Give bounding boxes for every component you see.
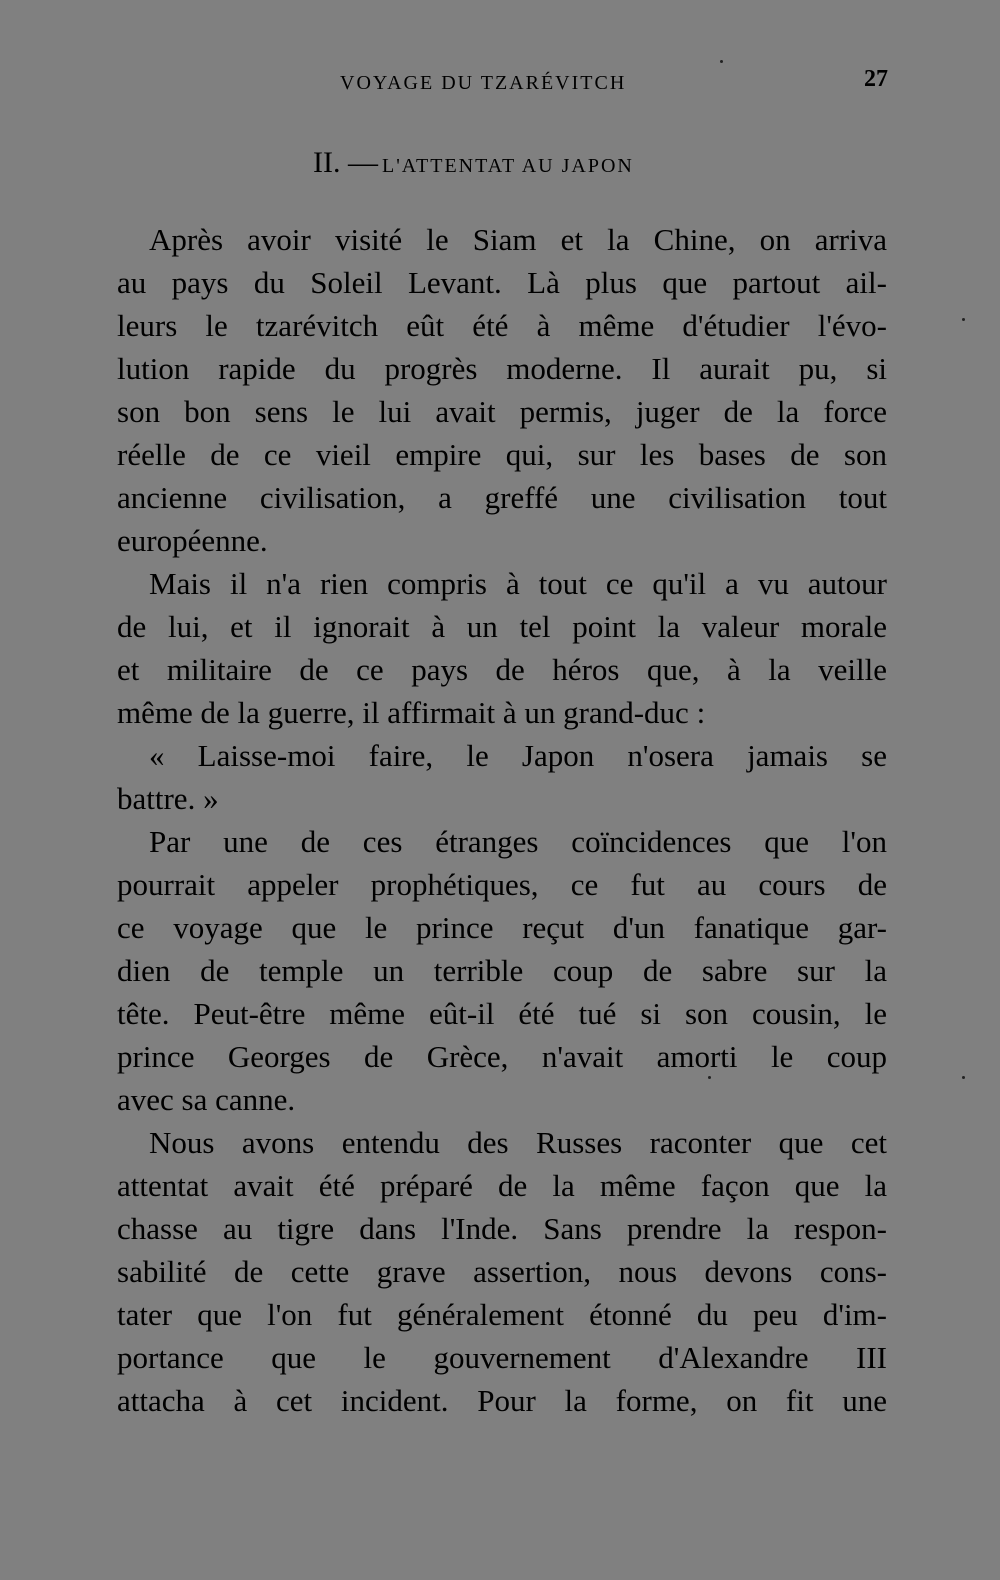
scan-speck — [962, 318, 965, 321]
text-line: Mais il n'a rien compris à tout ce qu'il a vu autour — [149, 566, 887, 601]
text-line: lution rapide du progrès moderne. Il aurait pu, si — [117, 351, 887, 386]
text-line: chasse au tigre dans l'Inde. Sans prendre la respon- — [117, 1211, 887, 1246]
text-line: pourrait appeler prophétiques, ce fut au cours de — [117, 867, 887, 902]
text-line: et militaire de ce pays de héros que, à la veille — [117, 652, 887, 687]
text-line: portance que le gouvernement d'Alexandre III — [117, 1340, 887, 1375]
running-title: VOYAGE DU TZARÉVITCH — [340, 72, 627, 94]
chapter-heading — [313, 146, 634, 180]
text-line: battre. » — [117, 781, 219, 816]
text-line: Nous avons entendu des Russes raconter que cet — [149, 1125, 887, 1160]
text-line: tête. Peut-être même eût-il été tué si son cousin, le — [117, 996, 887, 1031]
chapter-title: L'ATTENTAT AU JAPON — [381, 155, 634, 177]
text-line: attentat avait été préparé de la même façon que la — [117, 1168, 887, 1203]
scan-speck — [708, 1076, 711, 1079]
text-line: au pays du Soleil Levant. Là plus que partout ail- — [117, 265, 887, 300]
scan-speck — [720, 60, 723, 63]
text-line: dien de temple un terrible coup de sabre sur la — [117, 953, 887, 988]
text-line: son bon sens le lui avait permis, juger de la force — [117, 394, 887, 429]
text-line: Par une de ces étranges coïncidences que l'on — [149, 824, 887, 859]
text-line: de lui, et il ignorait à un tel point la valeur morale — [117, 609, 887, 644]
text-line: avec sa canne. — [117, 1082, 296, 1117]
page-number: 27 — [864, 66, 888, 92]
body-text — [117, 218, 887, 1422]
text-line: « Laisse-moi faire, le Japon n'osera jamais se — [149, 738, 887, 773]
text-line: leurs le tzarévitch eût été à même d'étudier l'évo- — [117, 308, 887, 343]
text-line: attacha à cet incident. Pour la forme, on fit une — [117, 1383, 887, 1418]
text-line: ce voyage que le prince reçut d'un fanatique gar- — [117, 910, 887, 945]
text-line: réelle de ce vieil empire qui, sur les bases de son — [117, 437, 887, 472]
text-line: Après avoir visité le Siam et la Chine, on arriva — [149, 222, 887, 257]
text-line: prince Georges de Grèce, n'avait amorti le coup — [117, 1039, 887, 1074]
scan-speck — [962, 1076, 965, 1079]
text-line: européenne. — [117, 523, 268, 558]
text-line: sabilité de cette grave assertion, nous devons cons- — [117, 1254, 887, 1289]
chapter-number: II. — — [313, 146, 378, 179]
running-head — [0, 66, 1000, 106]
text-line: même de la guerre, il affirmait à un grand-duc : — [117, 695, 706, 730]
text-line: ancienne civilisation, a greffé une civilisation tout — [117, 480, 887, 515]
text-line: tater que l'on fut généralement étonné du peu d'im- — [117, 1297, 887, 1332]
